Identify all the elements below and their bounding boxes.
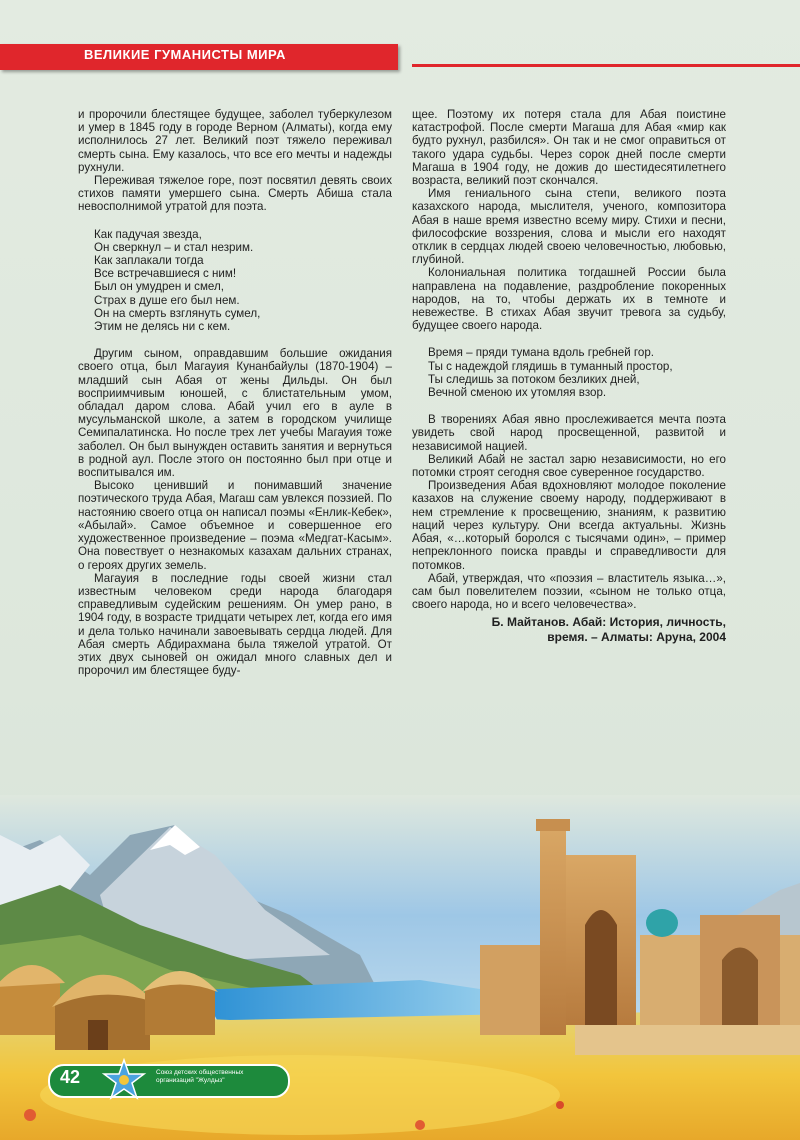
right-column bbox=[412, 108, 726, 645]
section-title: ВЕЛИКИЕ ГУМАНИСТЫ МИРА bbox=[84, 47, 286, 62]
source-citation bbox=[412, 615, 726, 645]
paragraph: Произведения Абая вдохновляют молодое поколение казахов на служение своему народу, поддерживают в нем стремление к просвещению, знаниям, к развитию наций через культуру. Они всегда актуальны. Жизнь Абая, «…который боролся с тысячами один», – пример непреклонного поиска правды и справедливости для потомков. bbox=[412, 479, 726, 572]
paragraph: Магауия в последние годы своей жизни стал известным человеком среди народа благодаря справедливым судейским решениям. Он умер рано, в 1904 году, в возрасте тридцати четырех лет, когда его имя и дела только начинали завоевывать сердца людей. Для Абая смерть Абдирахмана была тяжелой утратой. От этих двух сыновей он ожидал много славных дел и пророчил им блестящее буду- bbox=[78, 571, 392, 678]
left-column bbox=[78, 108, 392, 677]
poem-line: Как падучая звезда, bbox=[94, 227, 202, 241]
poem-line: Страх в душе его был нем. bbox=[94, 293, 240, 307]
citation-line: время. – Алматы: Аруна, 2004 bbox=[547, 630, 726, 645]
org-line: Союз детских общественных bbox=[156, 1069, 244, 1076]
poem-line: Все встречавшиеся с ним! bbox=[94, 267, 237, 281]
poem-line: Как заплакали тогда bbox=[94, 254, 204, 268]
star-logo-icon bbox=[100, 1058, 148, 1102]
page-number: 42 bbox=[60, 1067, 81, 1087]
poem-line: Он на смерть взглянуть сумел, bbox=[94, 306, 261, 320]
paragraph: щее. Поэтому их потеря стала для Абая поистине катастрофой. После смерти Магаша для Абая «мир как будто рухнул, разбился». Он так и не смог оправиться от такого удара судьбы. Через сорок дней после смерти Магаша в 1904 году, не дожив до шестидесятилетнего возраста, великий поэт скончался. bbox=[412, 108, 726, 188]
poem-line: Вечной сменою их утомляя взор. bbox=[428, 386, 607, 400]
paragraph: и пророчили блестящее будущее, заболел туберкулезом и умер в 1845 году в городе Верном (Алматы), когда ему исполнилось 27 лет. Великий поэт тяжело переживал смерть сына. Ему казалось, что все его мечты и надежды рухнули. bbox=[78, 108, 392, 174]
paragraph: Высоко ценивший и понимавший значение поэтического труда Абая, Магаш сам увлекся поэзией. По настоянию своего отца он написал поэмы «Енлик-Кебек», «Абылай». Самое объемное и совершенное его художественное произведение – поэма «Медгат-Касым». Она повествует о незнакомых казахам дальних странах, о героях других земель. bbox=[78, 479, 392, 572]
paragraph: В творениях Абая явно прослеживается мечта поэта увидеть свой народ просвещенной, развитой и независимой нацией. bbox=[412, 413, 726, 453]
paragraph: Имя гениального сына степи, великого поэта казахского народа, мыслителя, ученого, композитора Абая в наше время известно всему миру. Стихи и песни, философские воззрения, слова и мысли его находят отклик в сердцах людей своею человечностью, любовью, глубиной. bbox=[412, 187, 726, 267]
paragraph: Колониальная политика тогдашней России была направлена на подавление, раздробление покоренных народов, на то, чтобы держать их в темноте и невежестве. В стихах Абая звучит тревога за судьбу, будущее своего народа. bbox=[412, 266, 726, 333]
poem-line: Ты с надеждой глядишь в туманный простор, bbox=[428, 359, 673, 373]
poem-line: Время – пряди тумана вдоль гребней гор. bbox=[428, 346, 654, 360]
poem-line: Он сверкнул – и стал незрим. bbox=[94, 240, 254, 254]
poem-line: Этим не делясь ни с кем. bbox=[94, 320, 231, 334]
org-line: организаций "Жулдыз" bbox=[156, 1077, 225, 1084]
poem-stanza bbox=[94, 228, 392, 334]
citation-line: Б. Майтанов. Абай: История, личность, bbox=[491, 615, 726, 630]
paragraph: Абай, утверждая, что «поэзия – властитель языка…», сам был повелителем поэзии, «сыном не только отца, своего народа, но и всего человечества». bbox=[412, 571, 726, 612]
poem-line: Ты следишь за потоком безликих дней, bbox=[428, 372, 640, 386]
poem-line: Был он умудрен и смел, bbox=[94, 280, 224, 294]
paragraph: Переживая тяжелое горе, поэт посвятил девять своих стихов памяти умершего сына. Смерть Абиша стала невосполнимой утратой для поэта. bbox=[78, 174, 392, 214]
paragraph: Другим сыном, оправдавшим большие ожидания своего отца, был Магауия Кунанбайулы (1870-1904) – младший сын Абая от жены Дильды. Он был восприимчивым юношей, с блистательным умом, обладал даром слова. Абай учил его в ауле в мусульманской школе, а затем в городском училище Семипалатинска. Но после трех лет учебы Магауия тоже заболел. Он был вынужден оставить занятия и вернуться в родной аул. После этого он постоянно был при отце и воспитывался им. bbox=[78, 347, 392, 480]
poem-stanza bbox=[428, 346, 726, 399]
header-rule bbox=[412, 64, 800, 67]
paragraph: Великий Абай не застал зарю независимости, но его потомки строят сегодня свое суверенное государство. bbox=[412, 452, 726, 480]
footer-organization bbox=[156, 1069, 286, 1085]
